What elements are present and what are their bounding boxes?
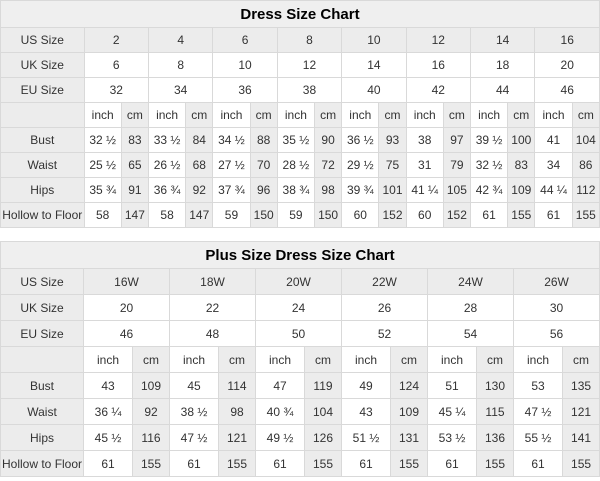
measure-inch-cell: 58: [84, 203, 121, 228]
size-cell: 48: [170, 321, 256, 347]
size-cell: 56: [514, 321, 600, 347]
size-cell: 8: [148, 53, 212, 78]
measure-cm-cell: 141: [563, 425, 600, 451]
row-label: US Size: [1, 28, 85, 53]
measure-inch-cell: 58: [148, 203, 185, 228]
measure-inch-cell: 61: [535, 203, 572, 228]
measure-inch-cell: 43: [84, 373, 133, 399]
measure-inch-cell: 60: [406, 203, 443, 228]
measure-inch-cell: 61: [256, 451, 305, 477]
measure-cm-cell: 83: [121, 128, 148, 153]
measure-cm-cell: 116: [133, 425, 170, 451]
measure-inch-cell: 45 ½: [84, 425, 133, 451]
size-cell: 12: [406, 28, 470, 53]
measure-cm-cell: 147: [121, 203, 148, 228]
measure-cm-cell: 104: [305, 399, 342, 425]
measure-inch-cell: 27 ½: [213, 153, 250, 178]
size-cell: 12: [277, 53, 341, 78]
measure-inch-cell: 31: [406, 153, 443, 178]
measure-cm-cell: 150: [315, 203, 342, 228]
measure-inch-cell: 61: [84, 451, 133, 477]
size-cell: 24W: [428, 269, 514, 295]
size-cell: 54: [428, 321, 514, 347]
measure-cm-cell: 98: [315, 178, 342, 203]
measure-cm-cell: 130: [477, 373, 514, 399]
measure-cm-cell: 88: [250, 128, 277, 153]
unit-cm-header: cm: [563, 347, 600, 373]
row-label: Waist: [1, 153, 85, 178]
row-label: US Size: [1, 269, 84, 295]
measure-cm-cell: 147: [186, 203, 213, 228]
measure-cm-cell: 84: [186, 128, 213, 153]
size-cell: 14: [342, 53, 406, 78]
unit-cm-header: cm: [477, 347, 514, 373]
measure-inch-cell: 53: [514, 373, 563, 399]
measure-cm-cell: 152: [443, 203, 470, 228]
measure-inch-cell: 40 ¾: [256, 399, 305, 425]
size-cell: 18W: [170, 269, 256, 295]
unit-inch-header: inch: [277, 103, 314, 128]
size-cell: 34: [148, 78, 212, 103]
unit-inch-header: inch: [256, 347, 305, 373]
measure-inch-cell: 47 ½: [170, 425, 219, 451]
measure-inch-cell: 38 ½: [170, 399, 219, 425]
measure-cm-cell: 155: [133, 451, 170, 477]
row-label: UK Size: [1, 53, 85, 78]
measure-cm-cell: 68: [186, 153, 213, 178]
measure-cm-cell: 126: [305, 425, 342, 451]
measure-inch-cell: 26 ½: [148, 153, 185, 178]
measure-cm-cell: 155: [508, 203, 535, 228]
measure-inch-cell: 61: [428, 451, 477, 477]
size-cell: 50: [256, 321, 342, 347]
measure-cm-cell: 155: [219, 451, 256, 477]
measure-cm-cell: 155: [477, 451, 514, 477]
measure-inch-cell: 61: [470, 203, 507, 228]
measure-cm-cell: 124: [391, 373, 428, 399]
measure-inch-cell: 32 ½: [84, 128, 121, 153]
unit-cm-header: cm: [379, 103, 406, 128]
measure-inch-cell: 47: [256, 373, 305, 399]
measure-cm-cell: 105: [443, 178, 470, 203]
measure-inch-cell: 45: [170, 373, 219, 399]
unit-cm-header: cm: [133, 347, 170, 373]
measure-inch-cell: 37 ¾: [213, 178, 250, 203]
measure-cm-cell: 136: [477, 425, 514, 451]
measure-inch-cell: 47 ½: [514, 399, 563, 425]
measure-inch-cell: 36 ¾: [148, 178, 185, 203]
measure-inch-cell: 59: [213, 203, 250, 228]
size-cell: 20: [84, 295, 170, 321]
measure-cm-cell: 155: [572, 203, 599, 228]
unit-inch-header: inch: [406, 103, 443, 128]
unit-row-label: [1, 103, 85, 128]
size-cell: 44: [470, 78, 534, 103]
size-cell: 22W: [342, 269, 428, 295]
measure-inch-cell: 34: [535, 153, 572, 178]
measure-inch-cell: 28 ½: [277, 153, 314, 178]
size-cell: 42: [406, 78, 470, 103]
measure-inch-cell: 51 ½: [342, 425, 391, 451]
size-cell: 30: [514, 295, 600, 321]
unit-inch-header: inch: [428, 347, 477, 373]
measure-inch-cell: 55 ½: [514, 425, 563, 451]
size-cell: 4: [148, 28, 212, 53]
size-cell: 52: [342, 321, 428, 347]
row-label: Waist: [1, 399, 84, 425]
size-cell: 40: [342, 78, 406, 103]
measure-inch-cell: 29 ½: [342, 153, 379, 178]
plus-size-dress-size-chart-table: [0, 241, 600, 477]
size-cell: 6: [213, 28, 277, 53]
measure-cm-cell: 109: [391, 399, 428, 425]
measure-cm-cell: 109: [133, 373, 170, 399]
unit-cm-header: cm: [186, 103, 213, 128]
table-title: Dress Size Chart: [1, 1, 600, 28]
measure-cm-cell: 96: [250, 178, 277, 203]
measure-inch-cell: 59: [277, 203, 314, 228]
measure-inch-cell: 49 ½: [256, 425, 305, 451]
measure-cm-cell: 109: [508, 178, 535, 203]
measure-cm-cell: 155: [563, 451, 600, 477]
measure-cm-cell: 100: [508, 128, 535, 153]
measure-inch-cell: 35 ½: [277, 128, 314, 153]
measure-cm-cell: 97: [443, 128, 470, 153]
size-cell: 32: [84, 78, 148, 103]
unit-inch-header: inch: [213, 103, 250, 128]
unit-inch-header: inch: [170, 347, 219, 373]
measure-inch-cell: 49: [342, 373, 391, 399]
size-cell: 26: [342, 295, 428, 321]
size-cell: 22: [170, 295, 256, 321]
measure-cm-cell: 114: [219, 373, 256, 399]
measure-cm-cell: 90: [315, 128, 342, 153]
measure-cm-cell: 135: [563, 373, 600, 399]
unit-inch-header: inch: [148, 103, 185, 128]
unit-inch-header: inch: [342, 347, 391, 373]
measure-cm-cell: 155: [391, 451, 428, 477]
unit-inch-header: inch: [84, 347, 133, 373]
measure-inch-cell: 60: [342, 203, 379, 228]
size-cell: 14: [470, 28, 534, 53]
unit-cm-header: cm: [391, 347, 428, 373]
unit-inch-header: inch: [342, 103, 379, 128]
unit-cm-header: cm: [572, 103, 599, 128]
measure-inch-cell: 36 ½: [342, 128, 379, 153]
measure-cm-cell: 86: [572, 153, 599, 178]
measure-cm-cell: 70: [250, 153, 277, 178]
row-label: EU Size: [1, 78, 85, 103]
measure-cm-cell: 65: [121, 153, 148, 178]
unit-cm-header: cm: [305, 347, 342, 373]
unit-cm-header: cm: [443, 103, 470, 128]
size-cell: 26W: [514, 269, 600, 295]
measure-inch-cell: 36 ¼: [84, 399, 133, 425]
size-cell: 18: [470, 53, 534, 78]
row-label: Hips: [1, 425, 84, 451]
measure-inch-cell: 41: [535, 128, 572, 153]
measure-cm-cell: 104: [572, 128, 599, 153]
measure-inch-cell: 34 ½: [213, 128, 250, 153]
measure-cm-cell: 92: [186, 178, 213, 203]
measure-cm-cell: 92: [133, 399, 170, 425]
table-title: Plus Size Dress Size Chart: [1, 242, 600, 269]
measure-inch-cell: 45 ¼: [428, 399, 477, 425]
unit-inch-header: inch: [470, 103, 507, 128]
measure-cm-cell: 121: [219, 425, 256, 451]
size-cell: 46: [84, 321, 170, 347]
row-label: Hips: [1, 178, 85, 203]
measure-inch-cell: 61: [342, 451, 391, 477]
unit-cm-header: cm: [315, 103, 342, 128]
unit-cm-header: cm: [121, 103, 148, 128]
measure-inch-cell: 53 ½: [428, 425, 477, 451]
size-cell: 10: [213, 53, 277, 78]
measure-cm-cell: 75: [379, 153, 406, 178]
unit-cm-header: cm: [508, 103, 535, 128]
measure-cm-cell: 112: [572, 178, 599, 203]
measure-cm-cell: 152: [379, 203, 406, 228]
row-label: Bust: [1, 128, 85, 153]
measure-cm-cell: 83: [508, 153, 535, 178]
unit-inch-header: inch: [535, 103, 572, 128]
measure-cm-cell: 131: [391, 425, 428, 451]
size-cell: 2: [84, 28, 148, 53]
row-label: EU Size: [1, 321, 84, 347]
measure-cm-cell: 93: [379, 128, 406, 153]
measure-cm-cell: 98: [219, 399, 256, 425]
measure-inch-cell: 39 ¾: [342, 178, 379, 203]
measure-inch-cell: 25 ½: [84, 153, 121, 178]
unit-row-label: [1, 347, 84, 373]
dress-size-chart-table: [0, 0, 600, 228]
size-cell: 8: [277, 28, 341, 53]
measure-cm-cell: 72: [315, 153, 342, 178]
measure-inch-cell: 41 ¼: [406, 178, 443, 203]
size-cell: 10: [342, 28, 406, 53]
measure-inch-cell: 44 ¼: [535, 178, 572, 203]
measure-inch-cell: 39 ½: [470, 128, 507, 153]
row-label: Hollow to Floor: [1, 451, 84, 477]
size-cell: 6: [84, 53, 148, 78]
measure-cm-cell: 101: [379, 178, 406, 203]
unit-inch-header: inch: [514, 347, 563, 373]
measure-cm-cell: 121: [563, 399, 600, 425]
size-cell: 36: [213, 78, 277, 103]
measure-inch-cell: 33 ½: [148, 128, 185, 153]
measure-cm-cell: 91: [121, 178, 148, 203]
size-cell: 24: [256, 295, 342, 321]
measure-inch-cell: 61: [514, 451, 563, 477]
measure-inch-cell: 61: [170, 451, 219, 477]
measure-inch-cell: 38: [406, 128, 443, 153]
measure-inch-cell: 38 ¾: [277, 178, 314, 203]
unit-inch-header: inch: [84, 103, 121, 128]
table-gap: [0, 228, 600, 241]
measure-inch-cell: 51: [428, 373, 477, 399]
size-cell: 28: [428, 295, 514, 321]
measure-cm-cell: 119: [305, 373, 342, 399]
measure-inch-cell: 43: [342, 399, 391, 425]
size-cell: 20: [535, 53, 600, 78]
measure-inch-cell: 35 ¾: [84, 178, 121, 203]
size-cell: 46: [535, 78, 600, 103]
size-cell: 20W: [256, 269, 342, 295]
row-label: Hollow to Floor: [1, 203, 85, 228]
measure-inch-cell: 32 ½: [470, 153, 507, 178]
measure-cm-cell: 79: [443, 153, 470, 178]
measure-inch-cell: 42 ¾: [470, 178, 507, 203]
size-cell: 16W: [84, 269, 170, 295]
size-cell: 16: [535, 28, 600, 53]
size-cell: 38: [277, 78, 341, 103]
row-label: UK Size: [1, 295, 84, 321]
measure-cm-cell: 115: [477, 399, 514, 425]
measure-cm-cell: 155: [305, 451, 342, 477]
unit-cm-header: cm: [219, 347, 256, 373]
measure-cm-cell: 150: [250, 203, 277, 228]
unit-cm-header: cm: [250, 103, 277, 128]
size-cell: 16: [406, 53, 470, 78]
row-label: Bust: [1, 373, 84, 399]
